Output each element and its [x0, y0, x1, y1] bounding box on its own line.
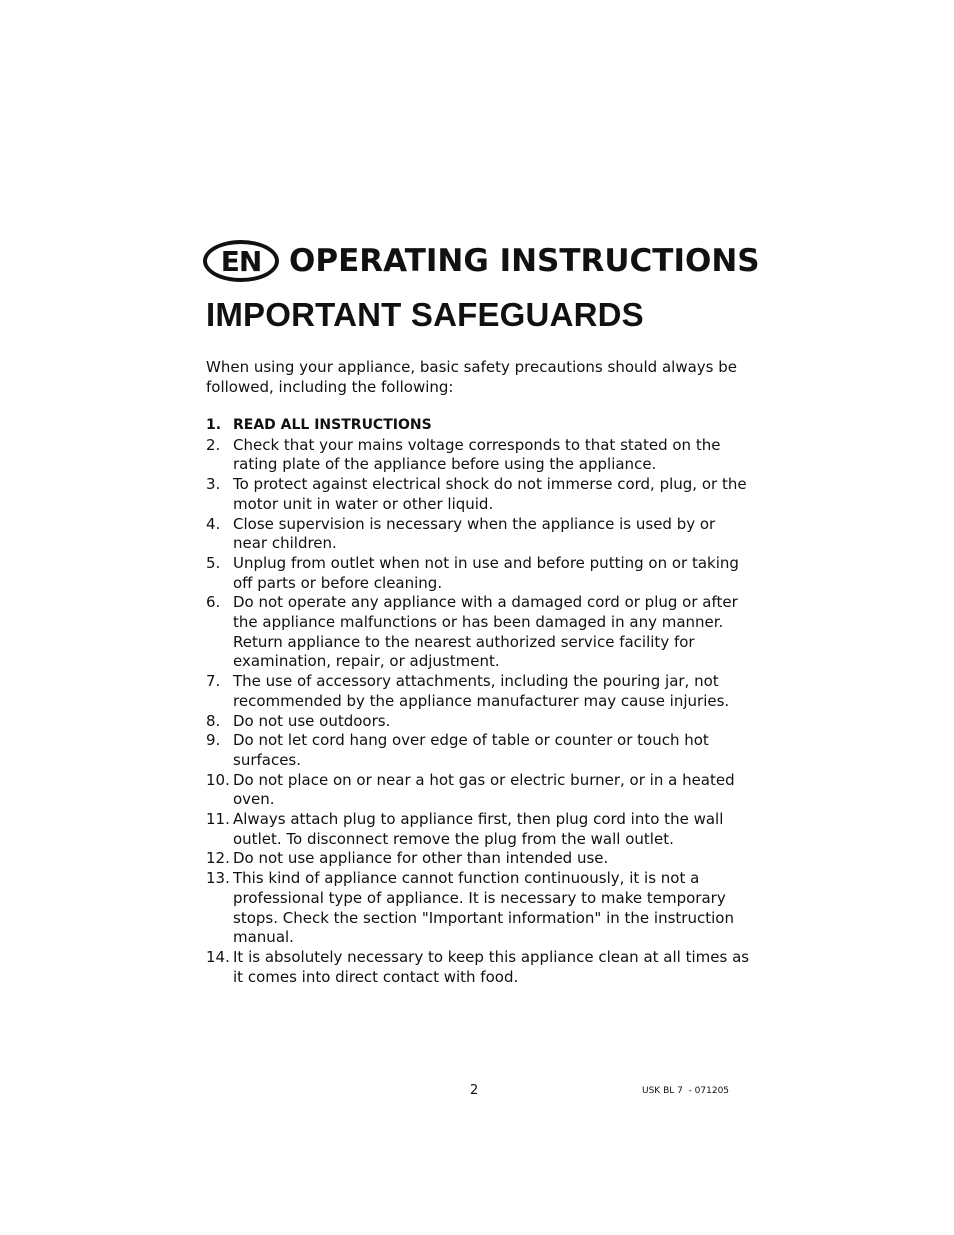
list-item-text: Unplug from outlet when not in use and before putting on or taking off parts or before cleaning.	[233, 553, 739, 592]
section-header	[203, 236, 763, 286]
list-item-text: Close supervision is necessary when the appliance is used by or near children.	[233, 514, 716, 553]
list-item-number: 9.	[206, 731, 221, 750]
list-item-text: Do not place on or near a hot gas or electric burner, or in a heated oven.	[233, 770, 735, 809]
list-item-text: It is absolutely necessary to keep this appliance clean at all times as it comes into direct contact with food.	[233, 947, 750, 986]
list-item-number: 14.	[206, 947, 230, 966]
list-item-number: 2.	[206, 435, 221, 454]
list-item	[206, 771, 751, 810]
list-item-number: 4.	[206, 514, 221, 533]
list-item	[206, 416, 751, 436]
list-item-text: Do not use outdoors.	[233, 711, 391, 730]
list-item-number: 13.	[206, 869, 230, 888]
list-item	[206, 475, 751, 514]
list-item	[206, 731, 751, 770]
list-item-text: READ ALL INSTRUCTIONS	[233, 417, 432, 433]
list-item-number: 10.	[206, 770, 230, 789]
list-item	[206, 869, 751, 948]
list-item	[206, 712, 751, 732]
list-item-text: To protect against electrical shock do not immerse cord, plug, or the motor unit in water or other liquid.	[233, 475, 747, 513]
list-item-text: Do not operate any appliance with a damaged cord or plug or after the appliance malfunctions or has been damaged in any manner. Return appliance to the nearest authorized service facility for examination, repair, or adjustment.	[233, 593, 738, 671]
list-item	[206, 948, 751, 987]
header-title: OPERATING INSTRUCTIONS	[289, 243, 760, 279]
list-item-number: 5.	[206, 553, 221, 572]
document-code: USK BL 7 - 071205	[642, 1086, 730, 1096]
list-item	[206, 810, 751, 849]
list-item-text: The use of accessory attachments, including the pouring jar, not recommended by the appliance manufacturer may cause injuries.	[233, 672, 730, 710]
list-item	[206, 849, 751, 869]
list-item-text: Check that your mains voltage corresponds to that stated on the rating plate of the appliance before using the appliance.	[233, 435, 721, 474]
list-item-number: 12.	[206, 849, 230, 868]
list-item-number: 11.	[206, 810, 230, 829]
list-item	[206, 554, 751, 593]
intro-paragraph: When using your appliance, basic safety precautions should always be followed, including the following:	[206, 358, 737, 396]
page-number: 2	[470, 1083, 479, 1098]
list-item-number: 3.	[206, 475, 221, 494]
list-item	[206, 672, 751, 711]
list-item-number: 6.	[206, 593, 221, 612]
list-item	[206, 436, 751, 475]
list-item	[206, 515, 751, 554]
list-item-text: Do not use appliance for other than intended use.	[233, 849, 609, 868]
page-title: IMPORTANT SAFEGUARDS	[206, 296, 644, 333]
list-item-number: 8.	[206, 711, 221, 730]
list-item	[206, 593, 751, 672]
list-item-text: Always attach plug to appliance first, then plug cord into the wall outlet. To disconnect remove the plug from the wall outlet.	[233, 810, 724, 848]
list-item-number: 7.	[206, 672, 221, 691]
language-badge: EN	[203, 240, 279, 282]
list-item-text: This kind of appliance cannot function continuously, it is not a professional type of appliance. It is necessary to make temporary stops. Check the section "Important information" in the instruction manual.	[233, 869, 734, 947]
list-item-number: 1.	[206, 417, 222, 433]
safeguards-list	[206, 416, 751, 987]
list-item-text: Do not let cord hang over edge of table or counter or touch hot surfaces.	[233, 731, 709, 769]
